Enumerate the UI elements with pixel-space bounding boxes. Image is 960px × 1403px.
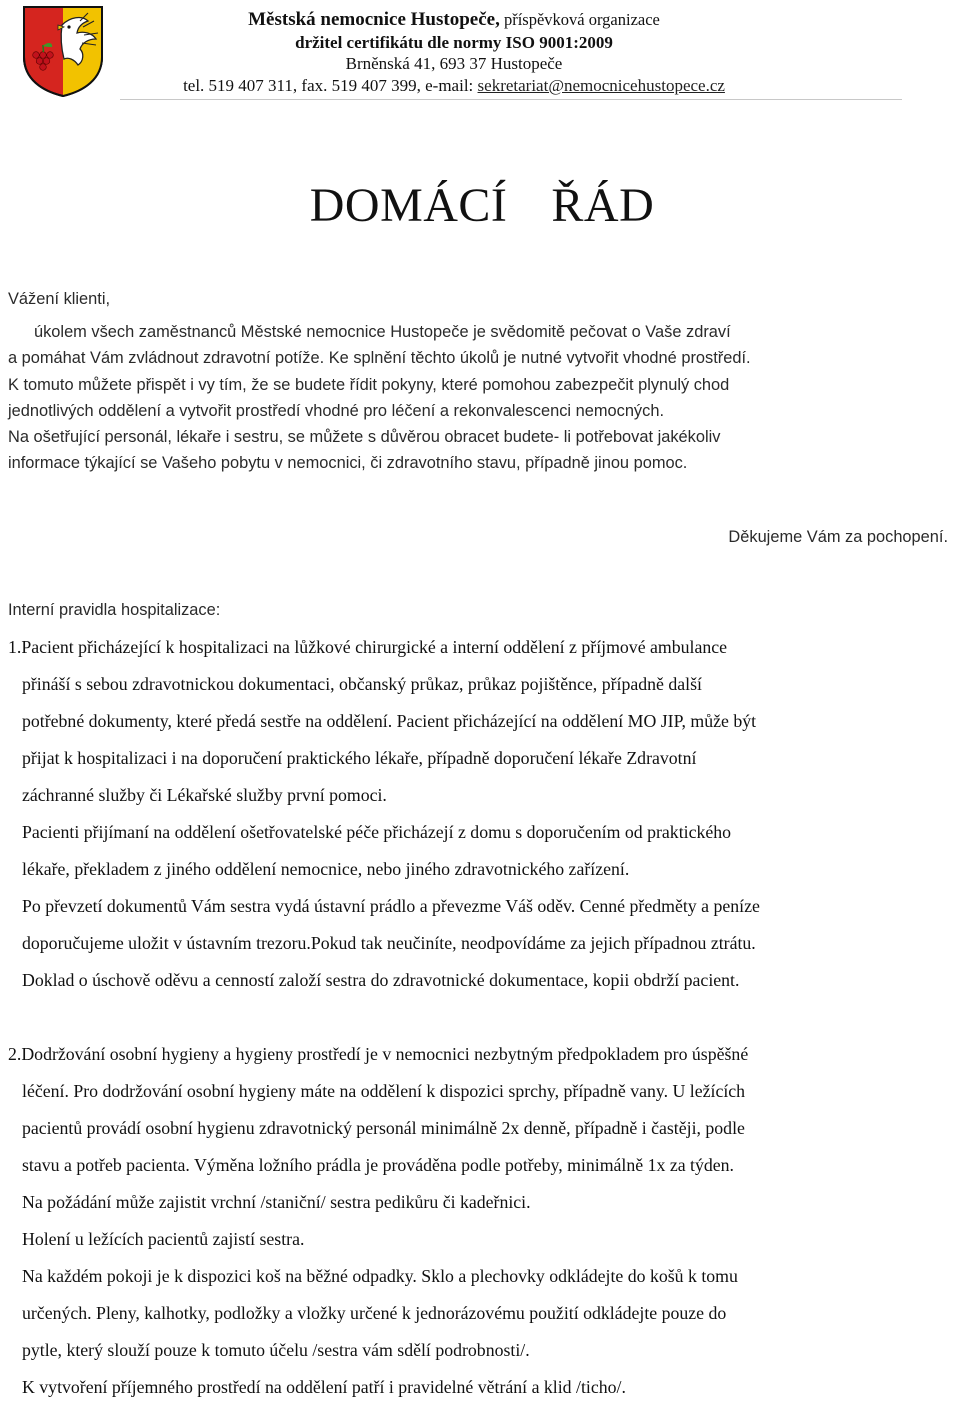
thanks-line: Děkujeme Vám za pochopení. [728, 528, 948, 546]
rule-1-line: lékaře, překladem z jiného oddělení nemocnice, nebo jiného zdravotnického zařízení. [22, 859, 630, 879]
rule-2-line: léčení. Pro dodržování osobní hygieny máte na oddělení k dispozici sprchy, případně vany. U ležících [22, 1081, 746, 1101]
rule-2-line: pytle, který slouží pouze k tomuto účelu /sestra vám sdělí podrobnosti/. [22, 1340, 530, 1360]
rules-heading: Interní pravidla hospitalizace: [8, 601, 221, 619]
rule-2-line: Holení u ležících pacientů zajistí sestra. [22, 1229, 305, 1249]
address-line: Brněnská 41, 693 37 Hustopeče [345, 54, 563, 73]
rule-2-line: stavu a potřeb pacienta. Výměna ložního prádla je prováděna podle potřeby, minimálně 1x za týden. [22, 1155, 734, 1175]
rule-1-line: 1.Pacient přicházející k hospitalizaci na lůžkové chirurgické a interní oddělení z příjmové ambulance [8, 637, 728, 657]
rule-1-line: přináší s sebou zdravotnickou dokumentaci, občanský průkaz, průkaz pojištěnce, případně další [22, 674, 702, 694]
org-name: Městská nemocnice Hustopeče, [248, 9, 500, 30]
header-divider [120, 99, 902, 100]
rule-1-line: doporučujeme uložit v ústavním trezoru.Pokud tak neučiníte, neodpovídáme za jejich případnou ztrátu. [22, 933, 756, 953]
intro-line: úkolem všech zaměstnanců Městské nemocnice Hustopeče je svědomitě pečovat o Vaše zdraví [34, 323, 731, 341]
rule-2-line: Na požádání může zajistit vrchní /staniční/ sestra pedikůru či kadeřnici. [22, 1192, 531, 1212]
certificate-line: držitel certifikátu dle normy ISO 9001:2009 [295, 33, 613, 52]
org-type: příspěvková organizace [499, 10, 660, 29]
email-link[interactable]: sekretariat@nemocnicehustopece.cz [477, 76, 725, 95]
rule-2-line: K vytvoření příjemného prostředí na oddělení patří i pravidelné větrání a klid /ticho/. [22, 1377, 626, 1397]
title-word-2: ŘÁD [551, 179, 655, 232]
rule-2-line: Na každém pokoji je k dispozici koš na běžné odpadky. Sklo a plechovky odkládejte do košů k tomu [22, 1266, 738, 1286]
intro-line: Na ošetřující personál, lékaře i sestru, se můžete s důvěrou obracet budete- li potřebovat jakékoliv [8, 428, 721, 446]
rule-2-line: pacientů provádí osobní hygienu zdravotnický personál minimálně 2x denně, případně i častěji, podle [22, 1118, 745, 1138]
intro-line: K tomuto můžete přispět i vy tím, že se budete řídit pokyny, které pomohou zabezpečit plynulý chod [8, 376, 730, 394]
rule-1-line: Pacienti přijímaní na oddělení ošetřovatelské péče přicházejí z domu s doporučením od praktického [22, 822, 732, 842]
rule-1-line: záchranné služby či Lékařské služby první pomoci. [22, 785, 387, 805]
rule-1-line: Po převzetí dokumentů Vám sestra vydá ústavní prádlo a převezme Váš oděv. Cenné předměty a peníze [22, 896, 760, 916]
intro-line: informace týkající se Vašeho pobytu v nemocnici, či zdravotního stavu, případně jinou pomoc. [8, 454, 688, 472]
intro-line: a pomáhat Vám zvládnout zdravotní potíže. Ke splnění těchto úkolů je nutné vytvořit vhodné prostředí. [8, 349, 751, 367]
greeting: Vážení klienti, [8, 290, 111, 308]
rule-2-line: 2.Dodržování osobní hygieny a hygieny prostředí je v nemocnici nezbytným předpokladem pro úspěšné [8, 1044, 749, 1064]
rule-1-line: potřebné dokumenty, které předá sestře na oddělení. Pacient přicházející na oddělení MO JIP, může být [22, 711, 757, 731]
contact-prefix: tel. 519 407 311, fax. 519 407 399, e-mail: [183, 76, 478, 95]
intro-line: jednotlivých oddělení a vytvořit prostředí vhodné pro léčení a rekonvalescenci nemocných. [8, 402, 664, 420]
rule-2-line: určených. Pleny, kalhotky, podložky a vložky určené k jednorázovému použití odkládejte pouze do [22, 1303, 727, 1323]
page-title [0, 178, 960, 234]
rule-1-line: přijat k hospitalizaci i na doporučení praktického lékaře, případně doporučení lékaře Zdravotní [22, 748, 697, 768]
coat-of-arms-logo [22, 5, 104, 97]
rule-1-line: Doklad o úschově oděvu a cenností založí sestra do zdravotnické dokumentace, kopii obdrží pacient. [22, 970, 740, 990]
organization-name [120, 9, 788, 30]
contact-line [120, 75, 788, 96]
title-word-1: DOMÁCÍ [309, 179, 508, 232]
